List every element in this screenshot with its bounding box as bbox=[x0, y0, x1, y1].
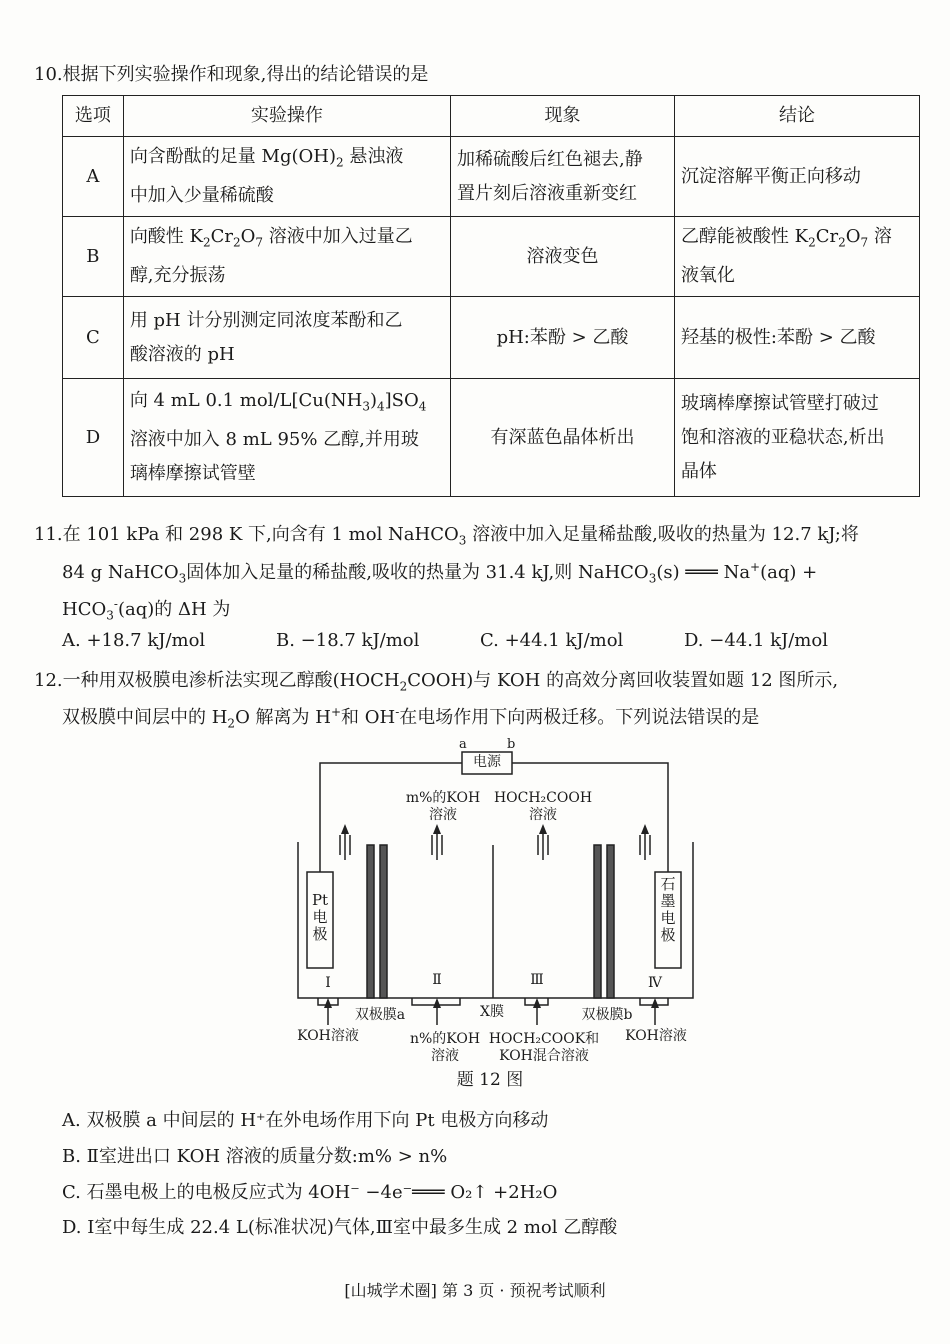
row-option: C bbox=[63, 297, 124, 379]
row-option: A bbox=[63, 137, 124, 217]
header-option: 选项 bbox=[63, 96, 124, 137]
bottom-inlet-mix: HOCH₂COOK和 KOH混合溶液 bbox=[488, 1031, 600, 1064]
option-b: B. −18.7 kJ/mol bbox=[276, 630, 420, 651]
terminal-a: a bbox=[459, 737, 467, 752]
room-2: Ⅱ bbox=[432, 972, 442, 988]
question-11-line-3: $HCO_3^-(aq)$的 ΔH 为 bbox=[62, 597, 231, 623]
row-phenomenon: 加稀硫酸后红色褪去,静 置片刻后溶液重新变红 bbox=[451, 137, 675, 217]
question-11-line-1: 11.在 101 kPa 和 298 K 下,向含有 1 mol NaHCO$_3$ 溶液中加入足量稀盐酸,吸收的热量为 12.7 kJ;将 bbox=[34, 524, 859, 548]
row-conclusion: 沉淀溶解平衡正向移动 bbox=[674, 137, 919, 217]
top-inlet-acid: HOCH₂COOH 溶液 bbox=[493, 790, 593, 823]
terminal-b: b bbox=[507, 737, 516, 752]
row-conclusion: 乙醇能被酸性 $K_2Cr_2O_7$ 溶 液氧化 bbox=[674, 217, 919, 297]
room-1: Ⅰ bbox=[325, 975, 331, 991]
row-operation: 向含酚酞的足量 $Mg(OH)_2$ 悬浊液 中加入少量稀硫酸 bbox=[123, 137, 450, 217]
row-conclusion: 玻璃棒摩擦试管壁打破过 饱和溶液的亚稳状态,析出 晶体 bbox=[674, 379, 919, 497]
row-phenomenon: 有深蓝色晶体析出 bbox=[451, 379, 675, 497]
row-option: B bbox=[63, 217, 124, 297]
option-d: D. −44.1 kJ/mol bbox=[684, 630, 828, 651]
bottom-inlet-koh-n: n%的KOH 溶液 bbox=[409, 1031, 481, 1064]
row-operation: 向 4 mL 0.1 mol/$L[Cu(NH_3)_4]SO_4$ 溶液中加入 8 mL 95% 乙醇,并用玻 璃棒摩擦试管壁 bbox=[123, 379, 450, 497]
room-3: Ⅲ bbox=[530, 972, 544, 988]
row-phenomenon: 溶液变色 bbox=[451, 217, 675, 297]
bottom-inlet-koh-right: KOH溶液 bbox=[625, 1028, 687, 1044]
top-inlet-koh: m%的KOH 溶液 bbox=[405, 790, 481, 823]
power-source: 电源 bbox=[473, 754, 501, 770]
row-conclusion: 羟基的极性:苯酚 > 乙酸 bbox=[674, 297, 919, 379]
q12-option-b: B. Ⅱ室进出口 KOH 溶液的质量分数:m% > n% bbox=[62, 1146, 448, 1167]
bipolar-membrane-b-label: 双极膜b bbox=[581, 1007, 633, 1023]
header-phenomenon: 现象 bbox=[451, 96, 675, 137]
question-10-title: 10.根据下列实验操作和现象,得出的结论错误的是 bbox=[34, 64, 429, 85]
option-a: A. +18.7 kJ/mol bbox=[62, 630, 206, 651]
q12-option-a: A. 双极膜 a 中间层的 H⁺在外电场作用下向 Pt 电极方向移动 bbox=[62, 1110, 549, 1131]
question-12-line-1: 12.一种用双极膜电渗析法实现乙醇酸$(HOCH_2COOH)$与 KOH 的高效分离回收装置如题 12 图所示, bbox=[34, 670, 839, 694]
x-membrane-label: X膜 bbox=[480, 1004, 504, 1020]
row-option: D bbox=[63, 379, 124, 497]
header-conclusion: 结论 bbox=[674, 96, 919, 137]
q12-option-d: D. Ⅰ室中每生成 22.4 L(标准状况)气体,Ⅲ室中最多生成 2 mol 乙醇酸 bbox=[62, 1217, 618, 1238]
room-4: Ⅳ bbox=[648, 975, 662, 991]
row-operation: 用 pH 计分别测定同浓度苯酚和乙 酸溶液的 pH bbox=[123, 297, 450, 379]
bipolar-membrane-a-label: 双极膜a bbox=[354, 1007, 406, 1023]
row-operation: 向酸性 $K_2Cr_2O_7$ 溶液中加入过量乙 醇,充分振荡 bbox=[123, 217, 450, 297]
option-c: C. +44.1 kJ/mol bbox=[480, 630, 624, 651]
graphite-electrode-label: 石 墨 电 极 bbox=[660, 875, 676, 944]
bottom-inlet-koh-left: KOH溶液 bbox=[297, 1028, 359, 1044]
question-12-line-2: 双极膜中间层中的 $H_2O$ 解离为 H+和 OH-在电场作用下向两极迁移。下列说法错误的是 bbox=[62, 705, 760, 731]
header-operation: 实验操作 bbox=[123, 96, 450, 137]
figure-caption: 题 12 图 bbox=[456, 1070, 524, 1090]
page-footer: [山城学术圈] 第 3 页 · 预祝考试顺利 bbox=[344, 1281, 606, 1300]
question-11-line-2: 84 g NaHCO$_3$固体加入足量的稀盐酸,吸收的热量为 31.4 kJ,则 NaHCO$_3$(s) ═══ Na+(aq) + bbox=[62, 560, 818, 586]
pt-electrode-label: Pt 电 极 bbox=[311, 891, 329, 943]
q12-option-c: C. 石墨电极上的电极反应式为 4OH⁻ −4e⁻═══ O₂↑ +2H₂O bbox=[62, 1182, 558, 1203]
row-phenomenon: pH:苯酚 > 乙酸 bbox=[451, 297, 675, 379]
